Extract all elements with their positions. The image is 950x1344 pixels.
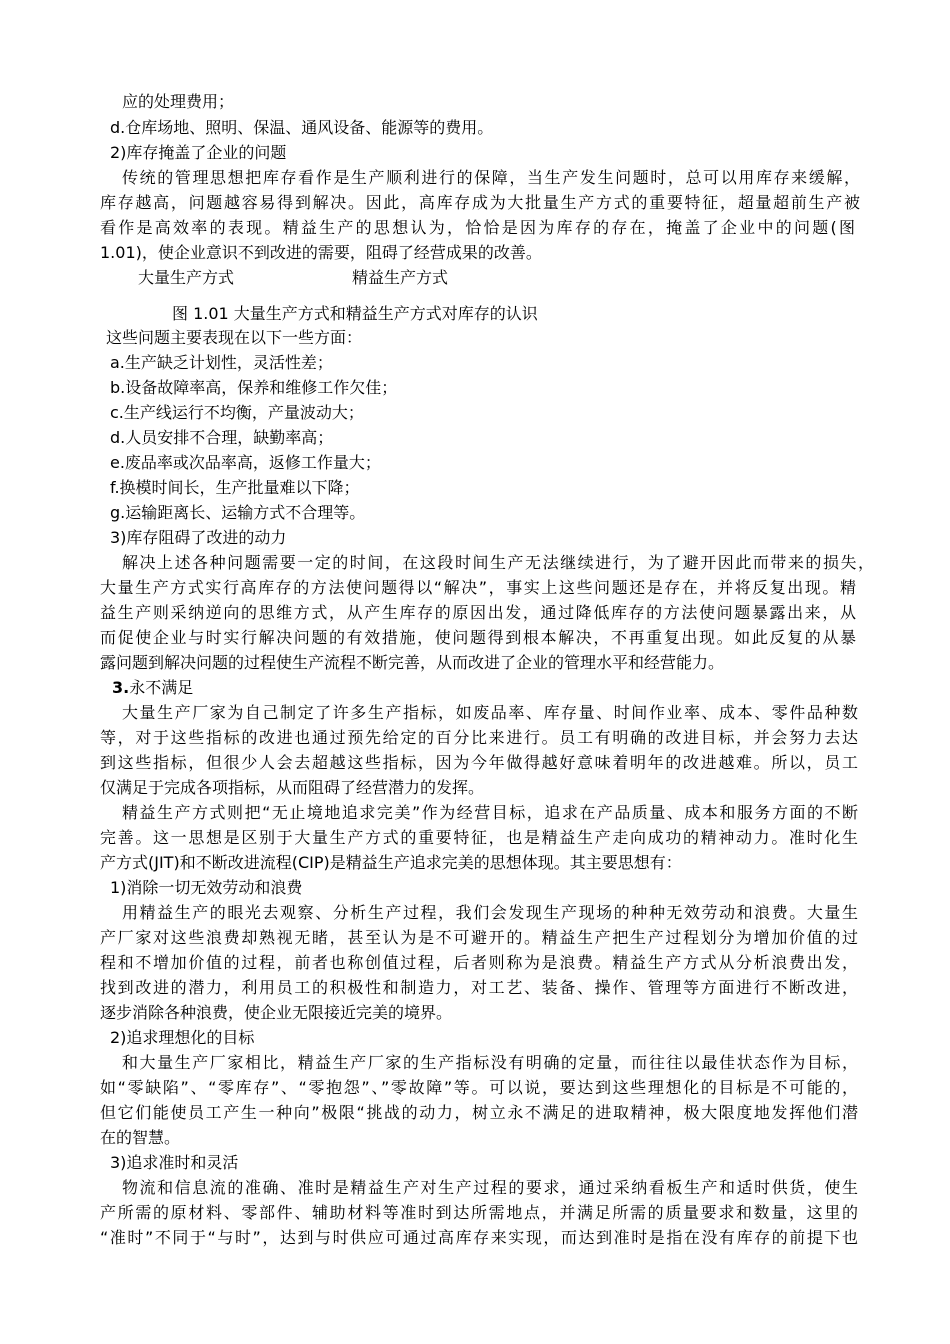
paragraph-line: 大量生产厂家为自己制定了许多生产指标，如废品率、库存量、时间作业率、成本、零件品种数 [122,703,858,722]
figure-label-left: 大量生产方式 [138,268,235,287]
paragraph-line: 到这些指标，但很少人会去超越这些指标，因为今年做得越好意味着明年的改进越难。所以，员工 [100,753,858,772]
section-title: 永不满足 [129,678,194,697]
paragraph-line: 大量生产方式实行高库存的方法使问题得以“解决”，事实上这些问题还是存在，并将反复出现。精 [100,578,856,597]
paragraph-line: 如“零缺陷”、“零库存”、“零抱怨”、”零故障”等。可以说，要达到这些理想化的目标是不可能的， [100,1078,858,1097]
list-item: a.生产缺乏计划性，灵活性差； [110,353,333,372]
paragraph-line: 产厂家对这些浪费却熟视无睹，甚至认为是不可避开的。精益生产把生产过程划分为增加价值的过 [100,928,858,947]
text-line: 这些问题主要表现在以下一些方面： [106,328,363,347]
section-number: 3. [112,678,130,697]
paragraph-line: 程和不增加价值的过程，前者也称创值过程，后者则称为是浪费。精益生产方式从分析浪费出发， [100,953,858,972]
list-item: e.废品率或次品率高，返修工作量大； [110,453,381,472]
section-heading [112,676,193,700]
paragraph-line: “准时”不同于“与时”，达到与时供应可通过高库存来实现，而达到准时是指在没有库存的前提下也 [100,1228,858,1247]
paragraph-line: 露问题到解决问题的过程使生产流程不断完善，从而改进了企业的管理水平和经营能力。 [100,653,725,672]
paragraph-line: 解决上述各种问题需要一定的时间，在这段时间生产无法继续进行，为了避开因此而带来的损失， [122,553,874,572]
paragraph-line: 传统的管理思想把库存看作是生产顺利进行的保障，当生产发生问题时，总可以用库存来缓解， [122,168,860,187]
subheading: 1)消除一切无效劳动和浪费 [110,878,303,897]
subheading: 3)追求准时和灵活 [110,1153,239,1172]
list-item: d.仓库场地、照明、保温、通风设备、能源等的费用。 [110,118,494,137]
paragraph-line: 找到改进的潜力，利用员工的积极性和制造力，对工艺、装备、操作、管理等方面进行不断改进， [100,978,858,997]
paragraph-line: 精益生产方式则把“无止境地追求完美”作为经营目标，追求在产品质量、成本和服务方面的不断 [122,803,858,822]
paragraph-line: 产所需的原材料、零部件、辅助材料等准时到达所需地点，并满足所需的质量要求和数量，这里的 [100,1203,858,1222]
paragraph-line: 但它们能使员工产生一种向”极限“挑战的动力，树立永不满足的进取精神，极大限度地发挥他们潜 [100,1103,858,1122]
list-item: d.人员安排不合理，缺勤率高； [110,428,334,447]
list-item: b.设备故障率高，保养和维修工作欠佳； [110,378,398,397]
figure-label-right: 精益生产方式 [352,268,449,287]
paragraph-line: 完善。这一思想是区别于大量生产方式的重要特征，也是精益生产走向成功的精神动力。准时化生 [100,828,858,847]
figure-caption: 图 1.01 大量生产方式和精益生产方式对库存的认识 [172,304,538,323]
paragraph-line: 益生产则采纳逆向的思维方式，从产生库存的原因出发，通过降低库存的方法使问题暴露出来，从 [100,603,856,622]
list-item: g.运输距离长、运输方式不合理等。 [110,503,366,522]
subheading: 2)库存掩盖了企业的问题 [110,143,287,162]
paragraph-line: 逐步消除各种浪费，使企业无限接近完美的境界。 [100,1003,453,1022]
paragraph-line: 而促使企业与时实行解决问题的有效措施，使问题得到根本解决，不再重复出现。如此反复的从暴 [100,628,856,647]
paragraph-line: 在的智慧。 [100,1128,181,1147]
paragraph-line: 仅满足于完成各项指标，从而阻碍了经营潜力的发挥。 [100,778,485,797]
paragraph-line: 物流和信息流的准确、准时是精益生产对生产过程的要求，通过采纳看板生产和适时供货，使生 [122,1178,858,1197]
subheading: 2)追求理想化的目标 [110,1028,255,1047]
paragraph-line: 1.01)，使企业意识不到改进的需要，阻碍了经营成果的改善。 [100,243,542,262]
paragraph-line: 产方式(JIT)和不断改进流程(CIP)是精益生产追求完美的思想体现。其主要思想有： [100,853,682,872]
list-item: f.换模时间长，生产批量难以下降； [110,478,360,497]
text-line: 应的处理费用； [122,92,235,111]
paragraph-line: 库存越高，问题越容易得到解决。因此，高库存成为大批量生产方式的重要特征，超量超前生产被 [100,193,860,212]
paragraph-line: 和大量生产厂家相比，精益生产厂家的生产指标没有明确的定量，而往往以最佳状态作为目标， [122,1053,858,1072]
paragraph-line: 用精益生产的眼光去观察、分析生产过程，我们会发现生产现场的种种无效劳动和浪费。大量生 [122,903,858,922]
list-item: c.生产线运行不均衡，产量波动大； [110,403,364,422]
paragraph-line: 等，对于这些指标的改进也通过预先给定的百分比来进行。员工有明确的改进目标，并会努力去达 [100,728,858,747]
subheading: 3)库存阻碍了改进的动力 [110,528,287,547]
paragraph-line: 看作是高效率的表现。精益生产的思想认为，恰恰是因为库存的存在，掩盖了企业中的问题(图 [100,218,855,237]
